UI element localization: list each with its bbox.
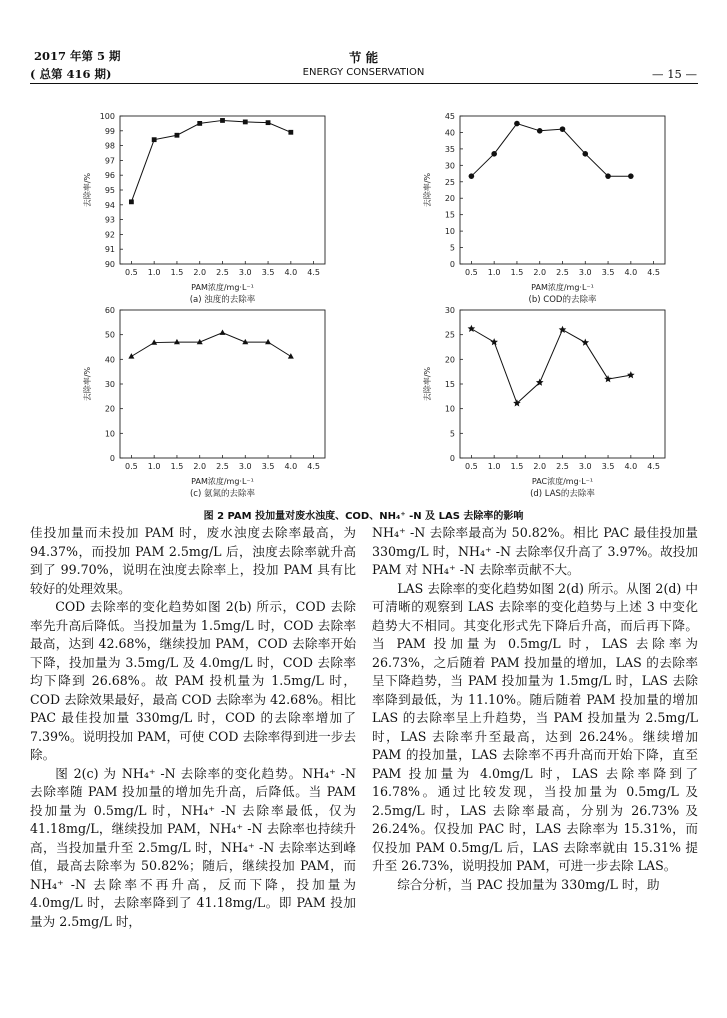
y-tick-label: 91 bbox=[104, 245, 115, 255]
y-tick-label: 96 bbox=[104, 171, 115, 181]
page-number: — 15 — bbox=[652, 67, 697, 81]
data-point bbox=[220, 118, 225, 123]
x-tick-label: 4.5 bbox=[647, 462, 660, 471]
x-tick-label: 3.5 bbox=[261, 462, 275, 471]
data-point bbox=[605, 173, 611, 179]
y-tick-label: 15 bbox=[444, 210, 455, 220]
data-point bbox=[581, 339, 589, 346]
y-tick-label: 30 bbox=[444, 306, 455, 315]
y-tick-label: 25 bbox=[444, 330, 455, 340]
x-tick-label: 2.0 bbox=[533, 268, 547, 277]
data-point bbox=[537, 128, 543, 134]
chart-c bbox=[30, 300, 370, 505]
data-point bbox=[197, 121, 202, 126]
chart-d-svg bbox=[370, 300, 710, 505]
x-tick-label: 3.5 bbox=[601, 462, 615, 471]
y-axis-label: 去除率/% bbox=[423, 172, 432, 208]
y-tick-label: 100 bbox=[99, 112, 115, 121]
data-point bbox=[468, 325, 476, 332]
y-tick-label: 30 bbox=[104, 380, 115, 389]
data-point bbox=[128, 353, 134, 358]
data-point bbox=[491, 151, 497, 157]
x-tick-label: 4.5 bbox=[307, 462, 320, 471]
series-line bbox=[471, 124, 630, 177]
data-point bbox=[560, 126, 566, 132]
x-tick-label: 2.5 bbox=[556, 462, 569, 471]
x-axis-label: PAC浓度/mg·L⁻¹ bbox=[531, 477, 594, 486]
x-tick-label: 1.0 bbox=[147, 268, 161, 277]
y-tick-label: 30 bbox=[444, 161, 455, 171]
y-tick-label: 10 bbox=[444, 227, 455, 237]
x-tick-label: 2.0 bbox=[193, 268, 207, 277]
y-tick-label: 98 bbox=[104, 141, 115, 151]
x-tick-label: 4.5 bbox=[647, 268, 660, 277]
x-tick-label: 4.5 bbox=[307, 268, 320, 277]
chart-caption: (d) LAS的去除率 bbox=[530, 489, 595, 499]
data-point bbox=[175, 133, 180, 138]
y-axis-label: 去除率/% bbox=[423, 366, 432, 402]
y-tick-label: 20 bbox=[444, 355, 455, 365]
chart-caption: (b) COD的去除率 bbox=[528, 295, 597, 305]
body-left-column bbox=[30, 524, 356, 931]
y-tick-label: 93 bbox=[104, 215, 115, 225]
y-axis-label: 去除率/% bbox=[83, 366, 92, 402]
chart-b bbox=[370, 106, 710, 306]
plot-frame bbox=[120, 116, 325, 264]
data-point bbox=[559, 326, 567, 333]
y-tick-label: 5 bbox=[449, 243, 455, 253]
y-tick-label: 92 bbox=[104, 230, 115, 240]
y-tick-label: 20 bbox=[444, 194, 455, 204]
x-axis-label: PAM浓度/mg·L⁻¹ bbox=[191, 477, 254, 486]
x-axis-label: PAM浓度/mg·L⁻¹ bbox=[191, 283, 254, 292]
x-tick-label: 1.5 bbox=[170, 268, 184, 277]
y-tick-label: 90 bbox=[104, 260, 115, 269]
y-tick-label: 60 bbox=[104, 306, 115, 315]
x-tick-label: 1.0 bbox=[147, 462, 161, 471]
chart-a bbox=[30, 106, 370, 306]
x-axis-label: PAM浓度/mg·L⁻¹ bbox=[531, 283, 594, 292]
data-point bbox=[266, 120, 271, 125]
y-tick-label: 0 bbox=[449, 260, 455, 269]
data-point bbox=[582, 151, 588, 157]
x-tick-label: 2.0 bbox=[193, 462, 207, 471]
x-tick-label: 4.0 bbox=[624, 462, 638, 471]
issue-total: ( 总第 416 期) bbox=[30, 67, 112, 81]
x-tick-label: 1.5 bbox=[170, 462, 184, 471]
data-point bbox=[152, 137, 157, 142]
paragraph: LAS 去除率的变化趋势如图 2(d) 所示。从图 2(d) 中可清晰的观察到 LAS 去除率的变化趋势与上述 3 中变化趋势大不相同。其变化形式先下降后升高，而后再下降。当 PAM 投加量为 0.5mg/L 时，LAS 去除率为 26.73%，之后随着 PAM 投加量的增加，LAS 的去除率呈下降趋势，当 PAM 投加量为 1.5mg/L 时，LAS 去除率降到最低，为 11.10%。随后随着 PAM 投加量的增加 LAS 的去除率呈上升趋势，当 PAM 投加量为 2.5mg/L 时，LAS 去除率升至最高，达到 26.24%。继续增加 PAM 的投加量，LAS 去除率不再升高而开始下降，直至 PAM 投加量为 4.0mg/L 时，LAS 去除率降到了 16.78%。通过比较发现，当投加量为 0.5mg/L 及 2.5mg/L 时，LAS 去除率最高，分别为 26.73% 及 26.24%。仅投加 PAC 时，LAS 去除率为 15.31%，而仅投加 PAM 0.5mg/L 后，LAS 去除率就由 15.31% 提升至 26.73%，说明投加 PAM，可进一步去除 LAS。 bbox=[372, 580, 698, 873]
x-tick-label: 1.0 bbox=[487, 268, 501, 277]
chart-d bbox=[370, 300, 710, 505]
journal-english-title: ENERGY CONSERVATION bbox=[302, 67, 425, 78]
x-tick-label: 0.5 bbox=[465, 462, 478, 471]
y-tick-label: 10 bbox=[104, 429, 115, 439]
x-tick-label: 2.5 bbox=[216, 268, 229, 277]
data-point bbox=[514, 121, 520, 127]
y-tick-label: 50 bbox=[104, 330, 115, 340]
x-tick-label: 2.0 bbox=[533, 462, 547, 471]
y-tick-label: 5 bbox=[449, 429, 455, 439]
data-point bbox=[604, 375, 612, 382]
y-tick-label: 45 bbox=[444, 112, 455, 121]
series-line bbox=[131, 120, 290, 201]
y-tick-label: 0 bbox=[109, 454, 115, 463]
y-tick-label: 40 bbox=[104, 355, 115, 365]
data-point bbox=[129, 199, 134, 204]
x-tick-label: 4.0 bbox=[284, 462, 298, 471]
y-tick-label: 0 bbox=[449, 454, 455, 463]
x-tick-label: 4.0 bbox=[624, 268, 638, 277]
data-point bbox=[628, 173, 634, 179]
x-tick-label: 2.5 bbox=[216, 462, 229, 471]
x-tick-label: 2.5 bbox=[556, 268, 569, 277]
data-point bbox=[490, 338, 498, 345]
x-tick-label: 3.5 bbox=[601, 268, 615, 277]
figure-caption: 图 2 PAM 投加量对废水浊度、COD、NH₄⁺ -N 及 LAS 去除率的影响 bbox=[203, 511, 524, 522]
x-tick-label: 3.0 bbox=[578, 268, 592, 277]
header-rule bbox=[30, 83, 698, 84]
y-tick-label: 20 bbox=[104, 404, 115, 414]
data-point bbox=[469, 173, 475, 179]
x-tick-label: 0.5 bbox=[125, 268, 138, 277]
x-tick-label: 3.0 bbox=[238, 268, 252, 277]
chart-a-svg bbox=[30, 106, 370, 306]
chart-b-svg bbox=[370, 106, 710, 306]
paragraph: COD 去除率的变化趋势如图 2(b) 所示，COD 去除率先升高后降低。当投加量为 1.5mg/L 时，COD 去除率最高，达到 42.68%，继续投加 PAM，COD 去除率开始下降，投加量为 3.5mg/L 及 4.0mg/L 时，COD 去除率均下降到 26.68%。故 PAM 投机量为 1.5mg/L 时，COD 去除效果最好，最高 COD 去除率为 42.68%。相比 PAC 最佳投加量 330mg/L 时，COD 的去除率增加了 7.39%。说明投加 PAM，可使 COD 去除率得到进一步去除。 bbox=[30, 599, 356, 762]
data-point bbox=[288, 353, 294, 358]
plot-frame bbox=[460, 310, 665, 458]
paragraph: 综合分析，当 PAC 投加量为 330mg/L 时，助 bbox=[397, 876, 660, 892]
plot-frame bbox=[460, 116, 665, 264]
y-tick-label: 95 bbox=[104, 186, 115, 195]
data-point bbox=[174, 339, 180, 344]
data-point bbox=[288, 130, 293, 135]
y-tick-label: 99 bbox=[104, 126, 115, 136]
data-point bbox=[627, 371, 635, 378]
paragraph: 佳投加量而未投加 PAM 时，废水浊度去除率最高，为 94.37%，而投加 PAM 2.5mg/L 后，浊度去除率就升高到了 99.70%，说明在浊度去除率上，投加 PAM 具有比较好的处理效果。 bbox=[30, 525, 356, 596]
x-tick-label: 1.0 bbox=[487, 462, 501, 471]
data-point bbox=[265, 339, 271, 344]
chart-caption: (c) 氨氮的去除率 bbox=[189, 489, 256, 499]
y-tick-label: 35 bbox=[444, 144, 455, 154]
issue-number: 2017 年第 5 期 bbox=[34, 49, 121, 63]
x-tick-label: 3.0 bbox=[578, 462, 592, 471]
y-tick-label: 25 bbox=[444, 177, 455, 187]
chart-c-svg bbox=[30, 300, 370, 505]
y-tick-label: 97 bbox=[104, 156, 115, 166]
y-axis-label: 去除率/% bbox=[83, 172, 92, 208]
body-right-column bbox=[372, 524, 698, 894]
x-tick-label: 4.0 bbox=[284, 268, 298, 277]
paragraph: 图 2(c) 为 NH₄⁺ -N 去除率的变化趋势。NH₄⁺ -N 去除率随 PAM 投加量的增加先升高，后降低。当 PAM 投加量为 0.5mg/L 时，NH₄⁺ -N 去除率最低，仅为 41.18mg/L，继续投加 PAM，NH₄⁺ -N 去除率也持续升高，当投加量升至 2.5mg/L 时，NH₄⁺ -N 去除率达到峰值，最高去除率为 50.82%；随后，继续投加 PAM，而 NH₄⁺ -N 去除率不再升高，反而下降，投加量为 4.0mg/L 时，去除率降到了 41.18mg/L。即 PAM 投加量为 2.5mg/L 时， bbox=[30, 765, 356, 929]
x-tick-label: 0.5 bbox=[125, 462, 138, 471]
data-point bbox=[243, 120, 248, 125]
x-tick-label: 1.5 bbox=[510, 462, 524, 471]
y-tick-label: 40 bbox=[444, 128, 455, 138]
x-tick-label: 0.5 bbox=[465, 268, 478, 277]
data-point bbox=[220, 329, 226, 334]
x-tick-label: 3.0 bbox=[238, 462, 252, 471]
y-tick-label: 10 bbox=[444, 404, 455, 414]
x-tick-label: 3.5 bbox=[261, 268, 275, 277]
x-tick-label: 1.5 bbox=[510, 268, 524, 277]
y-tick-label: 15 bbox=[444, 380, 455, 389]
chart-caption: (a) 浊度的去除率 bbox=[189, 295, 256, 305]
series-line bbox=[471, 329, 630, 403]
y-tick-label: 94 bbox=[104, 200, 115, 210]
paragraph: NH₄⁺ -N 去除率最高为 50.82%。相比 PAC 最佳投加量 330mg/L 时，NH₄⁺ -N 去除率仅升高了 3.97%。故投加 PAM 对 NH₄⁺ -N 去除率贡献不大。 bbox=[372, 525, 698, 577]
journal-title: 节 能 bbox=[348, 50, 379, 65]
